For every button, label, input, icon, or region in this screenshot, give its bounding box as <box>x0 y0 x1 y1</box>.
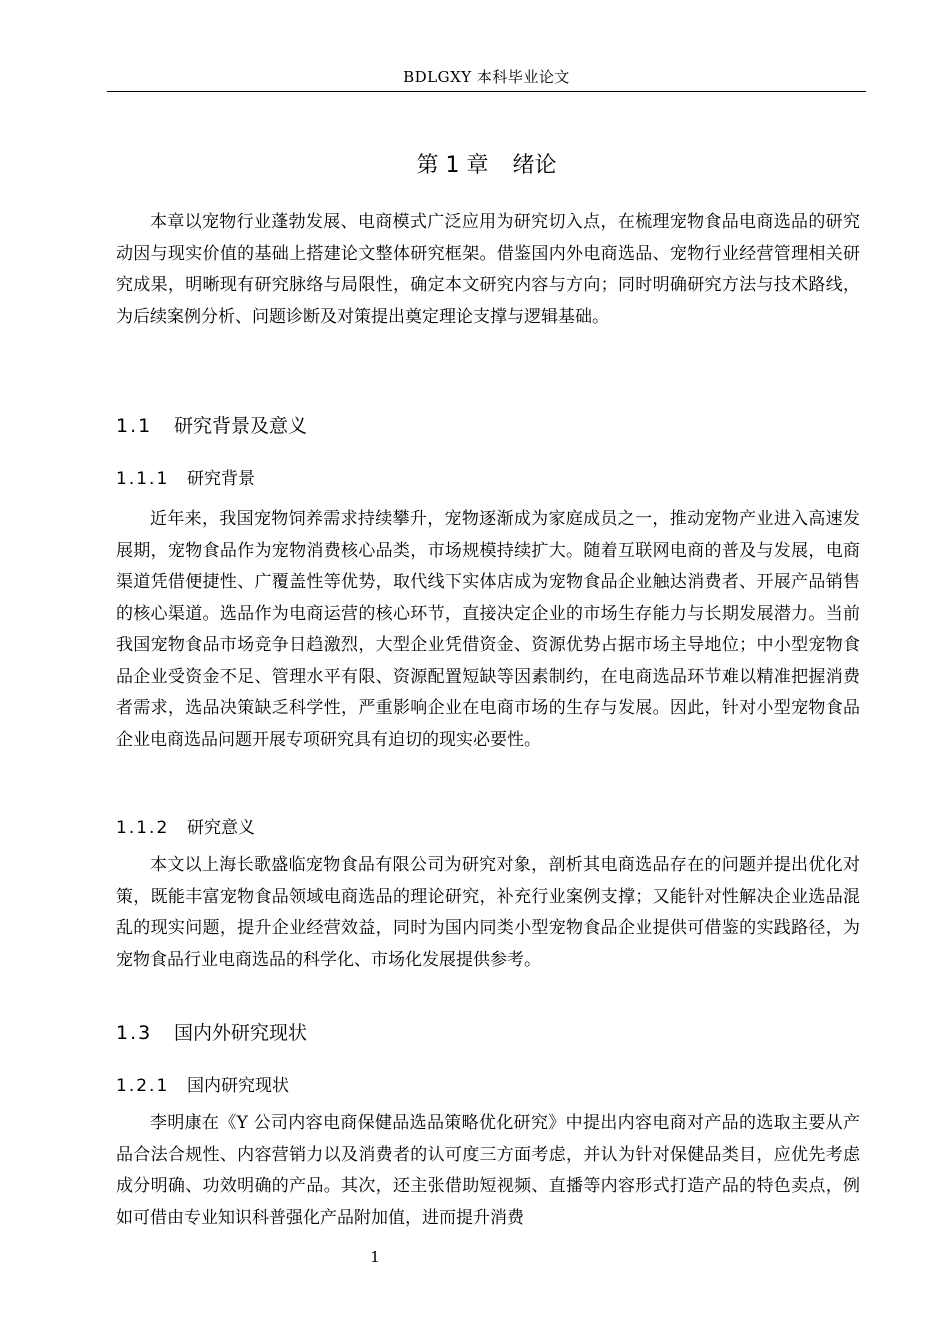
subsection-number: 1.1.1 <box>116 469 170 489</box>
header-divider <box>107 91 866 92</box>
subsection-title: 研究意义 <box>187 818 255 838</box>
section-title: 研究背景及意义 <box>174 415 308 437</box>
subsection-number: 1.1.2 <box>116 818 170 838</box>
section-number: 1.1 <box>116 415 153 437</box>
section-title: 国内外研究现状 <box>174 1022 308 1044</box>
subsection-heading-1-2-1 <box>116 1071 289 1096</box>
chapter-title <box>107 148 866 179</box>
significance-paragraph: 本文以上海长歌盛临宠物食品有限公司为研究对象，剖析其电商选品存在的问题并提出优化对策，既能丰富宠物食品领域电商选品的理论研究，补充行业案例支撑；又能针对性解决企业选品混乱的现实问题，提升企业经营效益，同时为国内同类小型宠物食品企业提供可借鉴的实践路径，为宠物食品行业电商选品的科学化、市场化发展提供参考。 <box>116 855 860 970</box>
subsection-heading-1-1-2 <box>116 813 255 838</box>
background-paragraph: 近年来，我国宠物饲养需求持续攀升，宠物逐渐成为家庭成员之一，推动宠物产业进入高速发展期，宠物食品作为宠物消费核心品类，市场规模持续扩大。随着互联网电商的普及与发展，电商渠道凭借便捷性、广覆盖性等优势，取代线下实体店成为宠物食品企业触达消费者、开展产品销售的核心渠道。选品作为电商运营的核心环节，直接决定企业的市场生存能力与长期发展潜力。当前我国宠物食品市场竞争日趋激烈，大型企业凭借资金、资源优势占据市场主导地位；中小型宠物食品企业受资金不足、管理水平有限、资源配置短缺等因素制约，在电商选品环节难以精准把握消费者需求，选品决策缺乏科学性，严重影响企业在电商市场的生存与发展。因此，针对小型宠物食品企业电商选品问题开展专项研究具有迫切的现实必要性。 <box>116 509 860 750</box>
domestic-research-paragraph: 李明康在《Y 公司内容电商保健品选品策略优化研究》中提出内容电商对产品的选取主要从产品合法合规性、内容营销力以及消费者的认可度三方面考虑，并认为针对保健品类目，应优先考虑成分明确、功效明确的产品。其次，还主张借助短视频、直播等内容形式打造产品的特色卖点，例如可借由专业知识科普强化产品附加值，进而提升消费 <box>116 1113 860 1228</box>
section-heading-1-3 <box>116 1018 307 1045</box>
chapter-name: 绪论 <box>512 153 557 178</box>
page-number: 1 <box>370 1248 380 1266</box>
running-header: BDLGXY 本科毕业论文 <box>403 68 570 86</box>
chapter-number: 第 1 章 <box>416 153 489 178</box>
subsection-title: 国内研究现状 <box>187 1076 289 1096</box>
chapter-intro-paragraph: 本章以宠物行业蓬勃发展、电商模式广泛应用为研究切入点，在梳理宠物食品电商选品的研究动因与现实价值的基础上搭建论文整体研究框架。借鉴国内外电商选品、宠物行业经营管理相关研究成果，明晰现有研究脉络与局限性，确定本文研究内容与方向；同时明确研究方法与技术路线，为后续案例分析、问题诊断及对策提出奠定理论支撑与逻辑基础。 <box>116 212 860 327</box>
section-number: 1.3 <box>116 1022 153 1044</box>
subsection-number: 1.2.1 <box>116 1076 170 1096</box>
subsection-heading-1-1-1 <box>116 464 255 489</box>
subsection-title: 研究背景 <box>187 469 255 489</box>
section-heading-1-1 <box>116 411 307 438</box>
